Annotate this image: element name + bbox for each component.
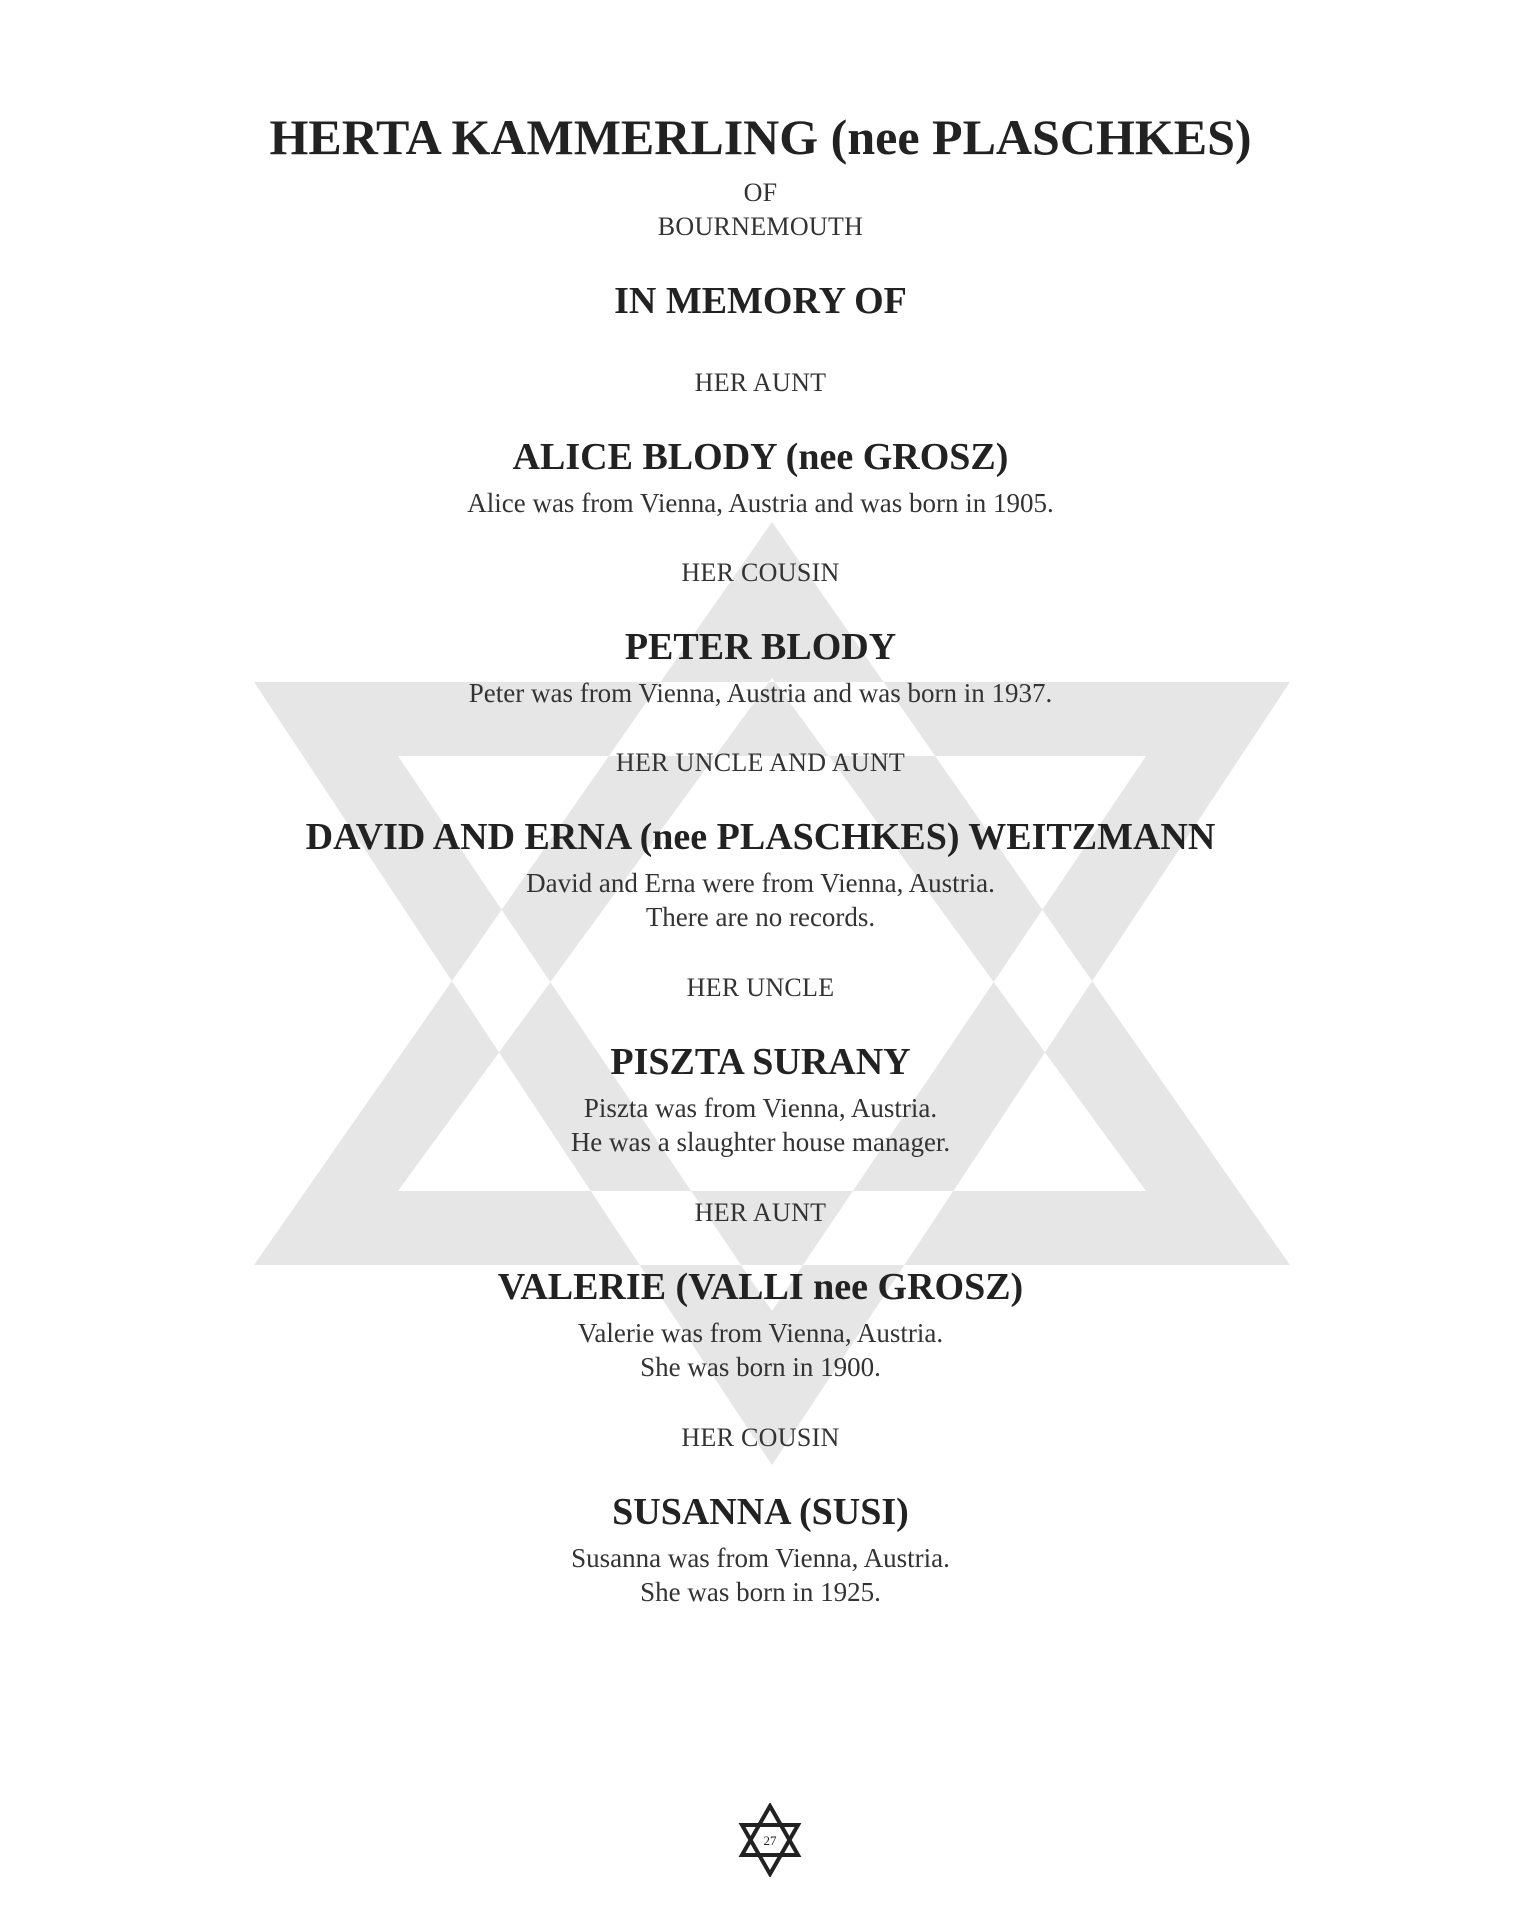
place-label: BOURNEMOUTH [657, 212, 864, 241]
person-description: He was a slaughter house manager. [570, 1127, 951, 1157]
person-description: She was born in 1925. [640, 1577, 881, 1607]
person-name: PISZTA SURANY [610, 1041, 911, 1083]
person-description: Piszta was from Vienna, Austria. [583, 1093, 938, 1123]
person-description: David and Erna were from Vienna, Austria. [526, 868, 995, 898]
relation-label: HER AUNT [694, 1198, 827, 1227]
person-description: She was born in 1900. [640, 1352, 881, 1382]
person-description: Susanna was from Vienna, Austria. [571, 1543, 950, 1573]
relation-label: HER UNCLE AND AUNT [615, 748, 906, 777]
star-of-david-icon [738, 1803, 802, 1877]
person-name: PETER BLODY [624, 626, 897, 668]
relation-label: HER AUNT [694, 368, 827, 397]
memory-heading: IN MEMORY OF [614, 280, 907, 322]
person-description: Alice was from Vienna, Austria and was born in 1905. [467, 488, 1054, 518]
relation-label: HER UNCLE [686, 973, 835, 1002]
person-description: Valerie was from Vienna, Austria. [577, 1318, 944, 1348]
relation-label: HER COUSIN [681, 1423, 840, 1452]
page-number: 27 [763, 1833, 777, 1848]
person-name: ALICE BLODY (nee GROSZ) [512, 436, 1009, 478]
person-description: Peter was from Vienna, Austria and was born in 1937. [468, 678, 1053, 708]
person-description: There are no records. [645, 902, 876, 932]
of-label: OF [743, 178, 778, 207]
person-name: DAVID AND ERNA (nee PLASCHKES) WEITZMANN [305, 816, 1216, 858]
person-name: VALERIE (VALLI nee GROSZ) [497, 1266, 1024, 1308]
page-title: HERTA KAMMERLING (nee PLASCHKES) [269, 109, 1252, 165]
person-name: SUSANNA (SUSI) [612, 1491, 909, 1533]
relation-label: HER COUSIN [681, 558, 840, 587]
